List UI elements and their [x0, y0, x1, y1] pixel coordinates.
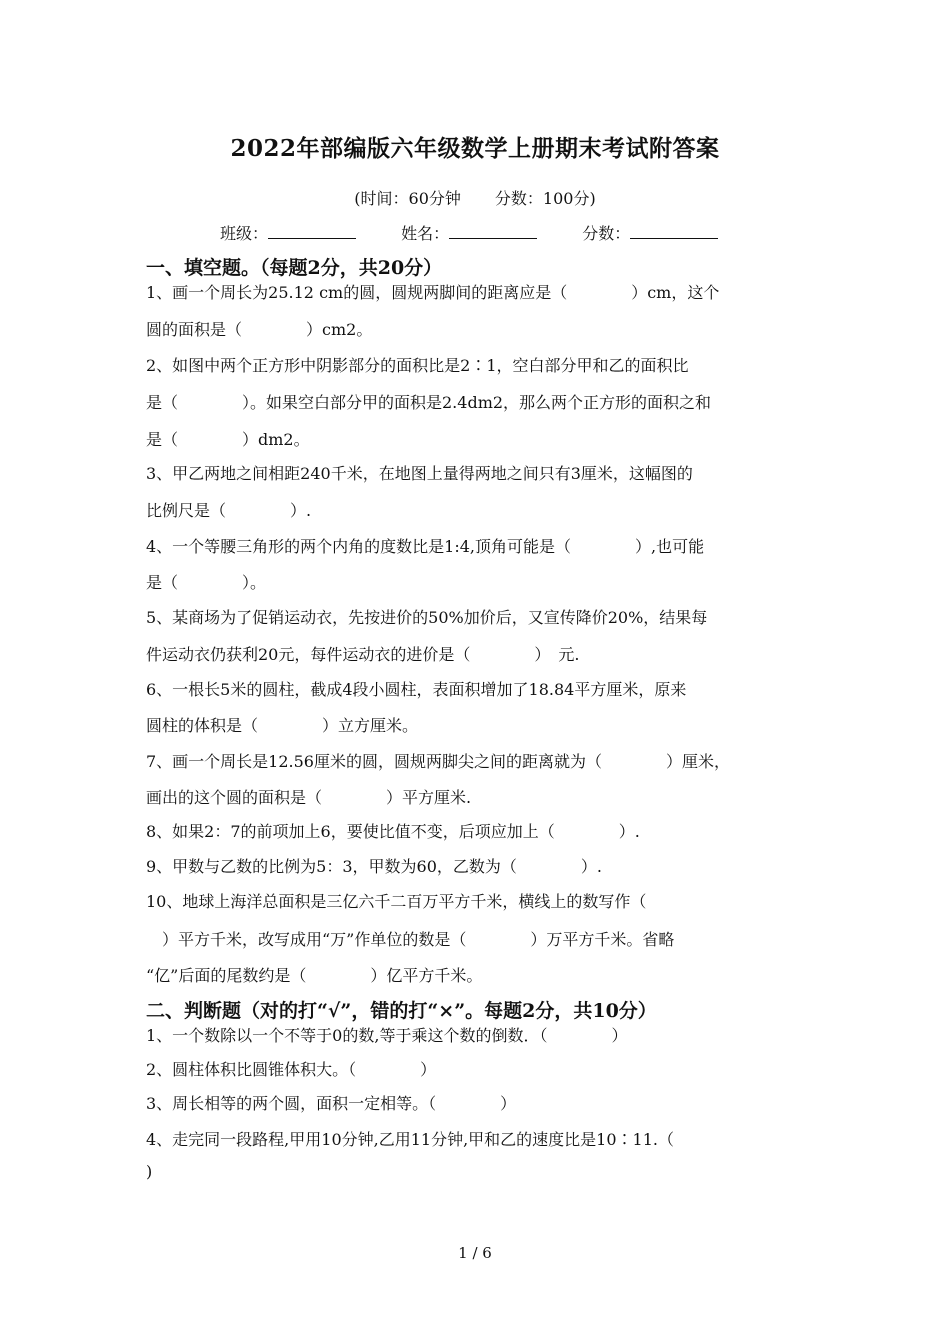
time-limit: (时间：60分钟 — [354, 189, 461, 208]
question-line: 1、一个数除以一个不等于0的数,等于乘这个数的倒数．（ ） — [146, 1026, 628, 1045]
score-field — [582, 221, 718, 244]
question-line: 圆柱的体积是（ ）立方厘米。 — [146, 716, 419, 735]
question-line: 1、画一个周长为25.12 cm的圆，圆规两脚间的距离应是（ ）cm，这个 — [146, 283, 720, 302]
question-line: 3、甲乙两地之间相距240千米，在地图上量得两地之间只有3厘米，这幅图的 — [146, 464, 693, 483]
name-blank[interactable] — [449, 222, 537, 239]
question-line: 是（ ）dm2。 — [146, 430, 310, 449]
class-label: 班级： — [220, 224, 269, 243]
student-info-row — [220, 221, 758, 244]
score-label: 分数： — [582, 224, 631, 243]
name-label: 姓名： — [401, 224, 450, 243]
question-line: 8、如果2：7的前项加上6，要使比值不变，后项应加上（ ）. — [146, 822, 640, 841]
section-1-heading: 一、填空题。（每题2分，共20分） — [146, 257, 443, 279]
question-line: 9、甲数与乙数的比例为5：3，甲数为60，乙数为（ ）. — [146, 857, 602, 876]
question-line: 3、周长相等的两个圆，面积一定相等。（ ） — [146, 1094, 517, 1113]
question-line: 7、画一个周长是12.56厘米的圆，圆规两脚尖之间的距离就为（ ）厘米， — [146, 752, 730, 771]
question-line: “亿”后面的尾数约是（ ）亿平方千米。 — [146, 966, 483, 985]
name-field — [401, 221, 537, 244]
page-number: 1 / 6 — [458, 1244, 492, 1262]
question-line: 4、一个等腰三角形的两个内角的度数比是1:4,顶角可能是（ ）,也可能 — [146, 537, 705, 556]
question-line: 画出的这个圆的面积是（ ）平方厘米. — [146, 788, 472, 807]
class-field — [220, 221, 356, 244]
question-line: ）平方千米，改写成用“万”作单位的数是（ ）万平方千米。省略 — [146, 930, 675, 949]
question-line: 5、某商场为了促销运动衣，先按进价的50%加价后，又宣传降价20%，结果每 — [146, 608, 708, 627]
score-blank[interactable] — [630, 222, 718, 239]
question-line: 圆的面积是（ ）cm2。 — [146, 320, 373, 339]
page-title: 2022年部编版六年级数学上册期末考试附答案 — [230, 135, 720, 162]
section-2-heading: 二、判断题（对的打“√”，错的打“×”。每题2分，共10分） — [146, 1000, 657, 1022]
question-line: ) — [146, 1162, 153, 1181]
question-line: 2、圆柱体积比圆锥体积大。（ ） — [146, 1060, 437, 1079]
question-line: 10、地球上海洋总面积是三亿六千二百万平方千米，横线上的数写作（ — [146, 892, 647, 911]
exam-meta — [0, 186, 950, 209]
total-score: 分数：100分) — [494, 189, 596, 208]
class-blank[interactable] — [268, 222, 356, 239]
question-line: 是（ ）。如果空白部分甲的面积是2.4dm2，那么两个正方形的面积之和 — [146, 393, 712, 412]
question-line: 比例尺是（ ）. — [146, 501, 312, 520]
question-line: 6、一根长5米的圆柱，截成4段小圆柱，表面积增加了18.84平方厘米，原来 — [146, 680, 687, 699]
question-line: 件运动衣仍获利20元，每件运动衣的进价是（ ） 元. — [146, 645, 580, 664]
question-line: 2、如图中两个正方形中阴影部分的面积比是2∶1，空白部分甲和乙的面积比 — [146, 356, 689, 375]
question-line: 4、走完同一段路程,甲用10分钟,乙用11分钟,甲和乙的速度比是10∶11.（ — [146, 1130, 674, 1149]
question-line: 是（ ）。 — [146, 573, 267, 592]
